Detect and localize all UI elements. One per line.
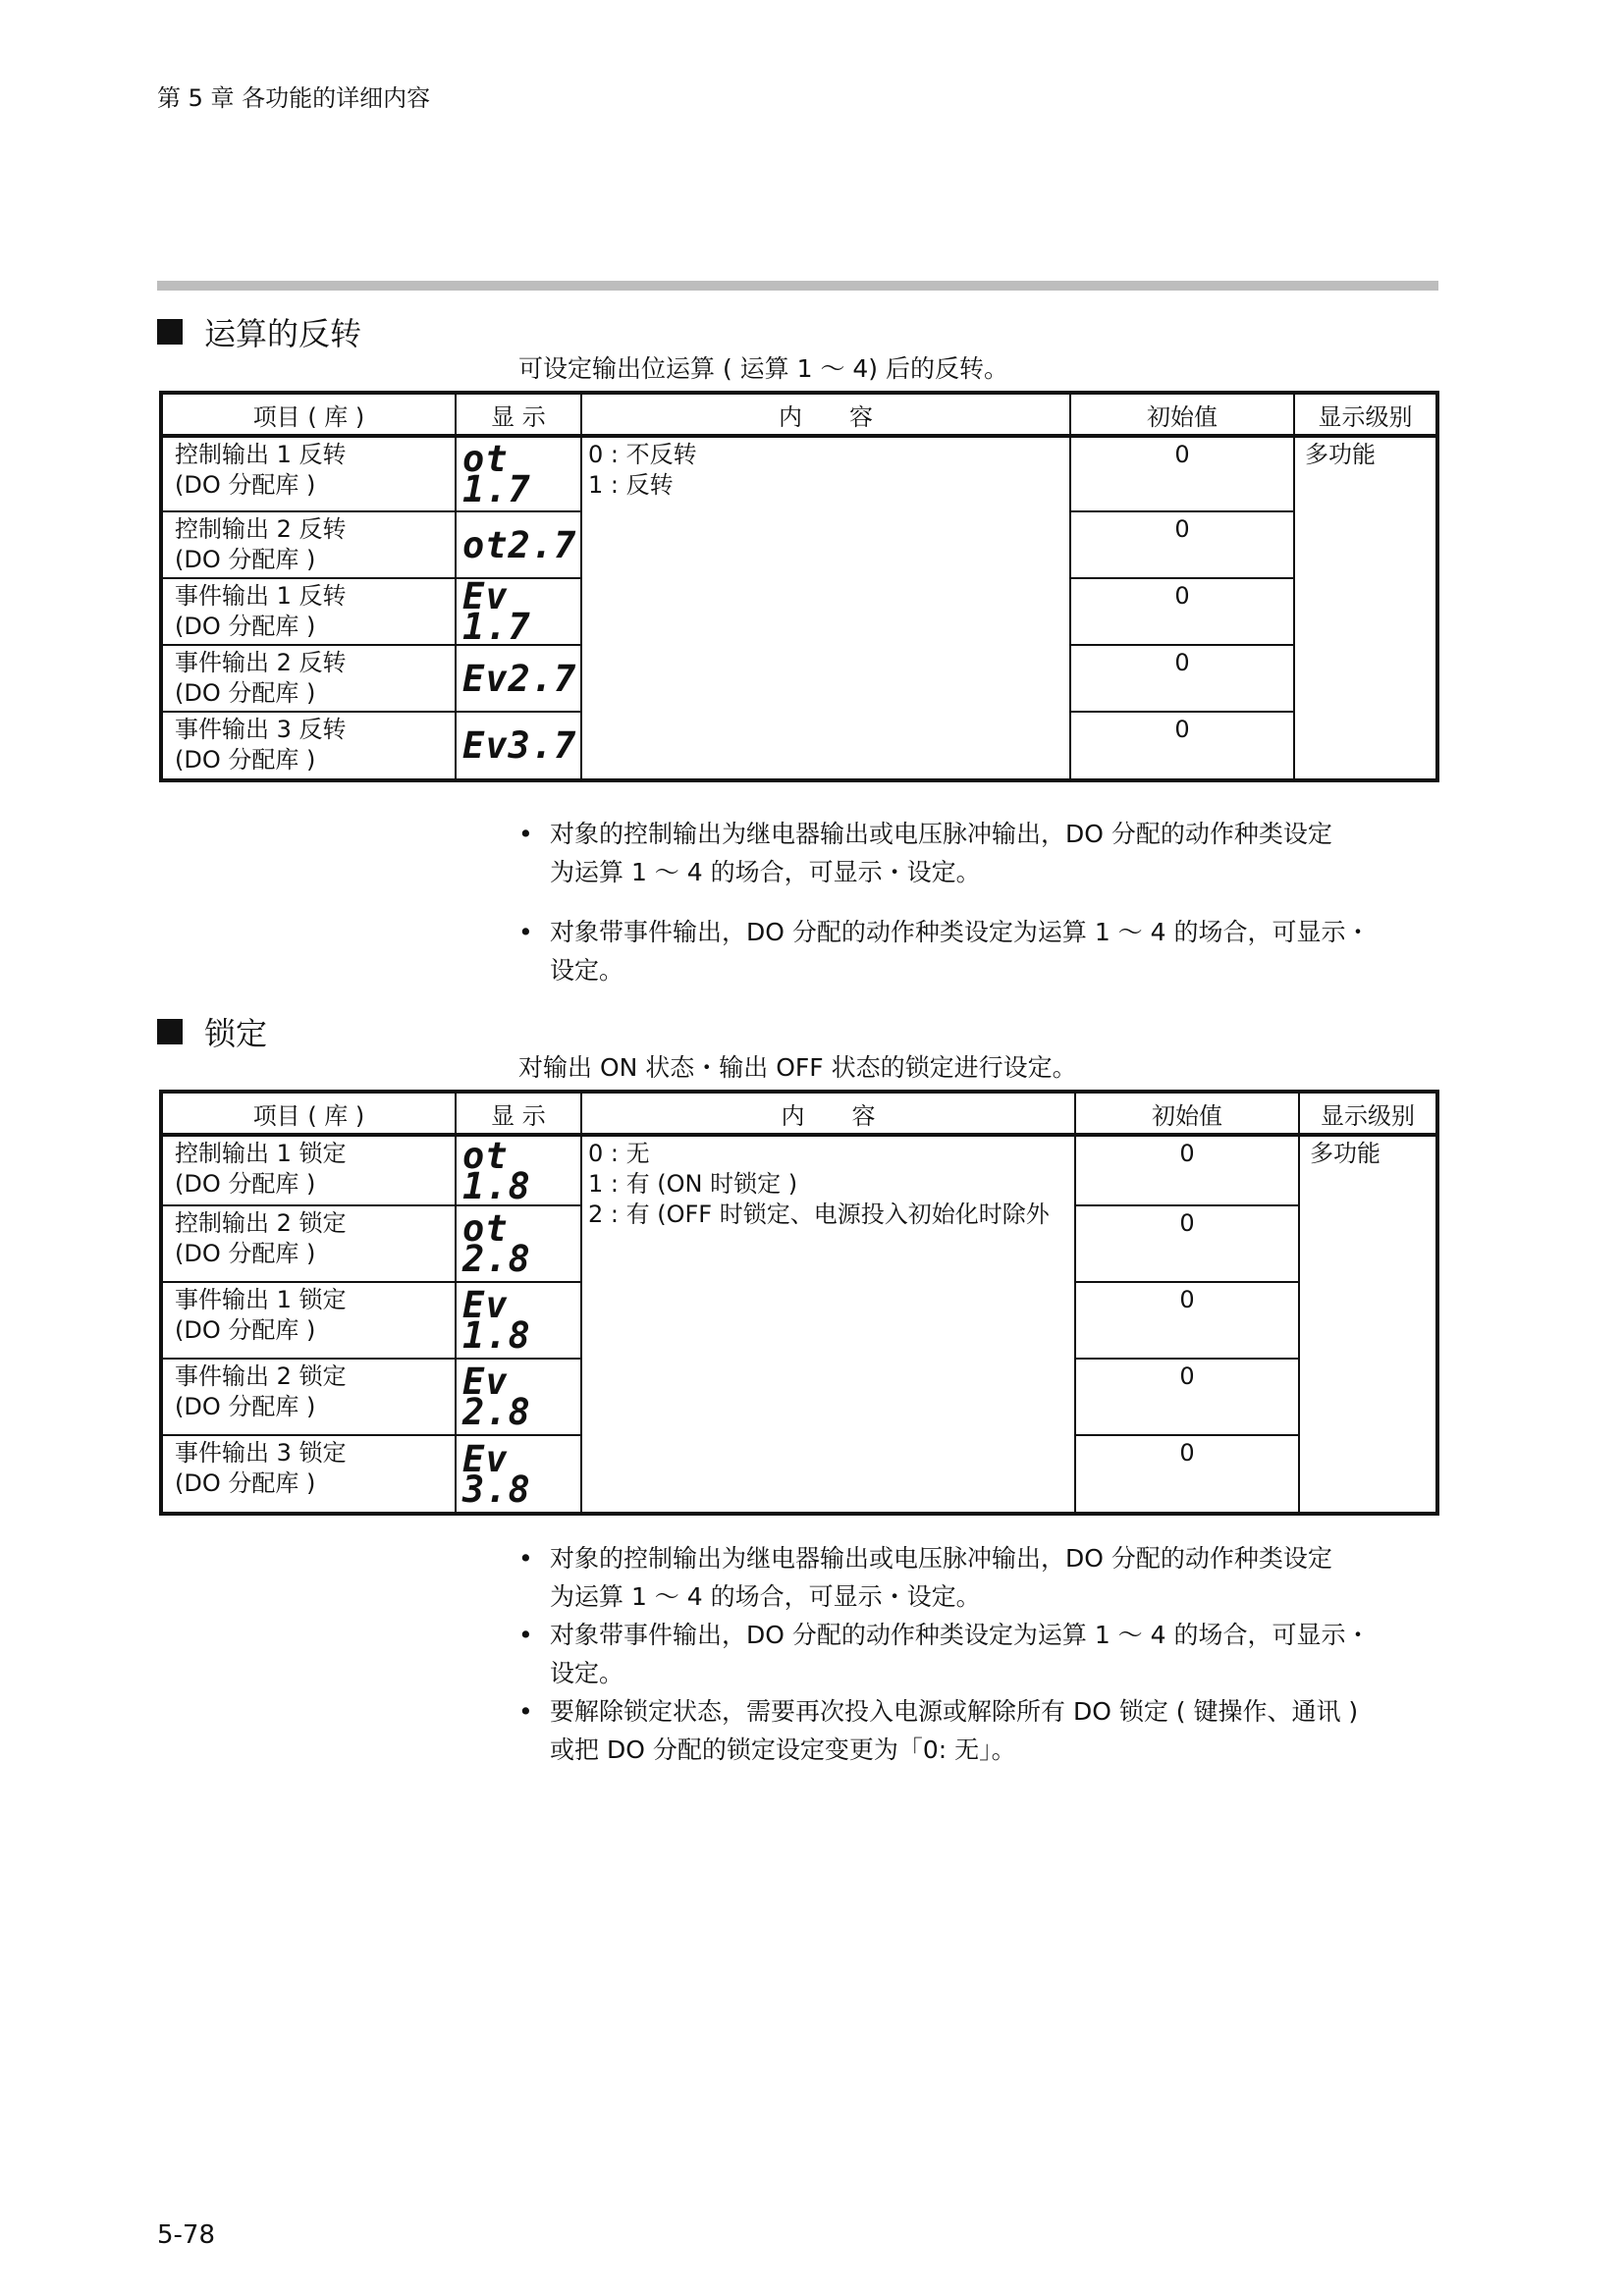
note-item [518,1692,1441,1769]
square-bullet-icon [157,319,183,345]
item-name-cell [161,1359,456,1435]
item-bank: (DO 分配库 ) [175,1393,316,1420]
segment-display: Ev 1.8 [462,1284,531,1357]
initial-value-cell: 0 [1075,1435,1299,1514]
segment-display: Ev 1.7 [462,575,531,648]
column-header: 显示级别 [1299,1092,1437,1135]
item-name-cell [161,1205,456,1282]
item-name-cell [161,578,456,645]
column-header: 显 示 [456,393,581,436]
item-name: 事件输出 3 锁定 [175,1439,347,1467]
item-name-cell [161,1282,456,1359]
segment-display: Ev2.7 [462,657,577,700]
display-cell [456,645,581,712]
segment-display: ot 1.8 [462,1134,531,1207]
content-line: 2 : 有 (OFF 时锁定、电源投入初始化时除外 [588,1201,1050,1228]
display-level-cell: 多功能 [1294,436,1437,780]
item-name: 事件输出 2 反转 [175,649,347,676]
item-name: 事件输出 2 锁定 [175,1362,347,1390]
section-title-inversion [157,309,361,354]
table-header-row [161,1092,1437,1135]
item-name-cell [161,712,456,780]
note-item [518,1616,1441,1692]
column-header: 初始值 [1070,393,1294,436]
item-name-cell [161,511,456,578]
segment-display: ot 1.7 [462,438,531,510]
initial-value-cell: 0 [1075,1205,1299,1282]
initial-value-cell: 0 [1070,511,1294,578]
item-bank: (DO 分配库 ) [175,679,316,707]
note-line: • 对象的控制输出为继电器输出或电压脉冲输出，DO 分配的动作种类设定 [550,820,1332,848]
page-number: 5-78 [157,2220,216,2250]
section-intro: 可设定输出位运算 ( 运算 1 ～ 4) 后的反转。 [518,354,1009,383]
table-row [161,1135,1437,1205]
display-cell [456,1435,581,1514]
note-line: 或把 DO 分配的锁定设定变更为「0: 无」。 [550,1735,1016,1764]
item-name: 控制输出 2 反转 [175,515,347,543]
display-cell [456,436,581,511]
content-cell [581,436,1070,780]
table-row [161,436,1437,511]
latch-table [159,1090,1439,1516]
initial-value-cell: 0 [1075,1359,1299,1435]
note-line: • 要解除锁定状态，需要再次投入电源或解除所有 DO 锁定 ( 键操作、通讯 ) [550,1697,1359,1726]
column-header: 显 示 [456,1092,581,1135]
section-title-text: 运算的反转 [204,315,362,352]
item-name-cell [161,1435,456,1514]
column-header: 项目 ( 库 ) [161,393,456,436]
item-name: 事件输出 3 反转 [175,716,347,743]
segment-display: ot 2.8 [462,1207,531,1280]
item-name: 控制输出 1 反转 [175,441,347,468]
latch-notes [518,1539,1441,1769]
item-bank: (DO 分配库 ) [175,471,316,499]
note-line: 设定。 [550,1659,624,1687]
item-bank: (DO 分配库 ) [175,1170,316,1198]
segment-display: Ev 2.8 [462,1361,531,1433]
note-line: • 对象带事件输出，DO 分配的动作种类设定为运算 1 ～ 4 的场合，可显示・ [550,1621,1371,1649]
segment-display: Ev3.7 [462,724,577,767]
segment-display: ot2.7 [462,523,577,566]
initial-value-cell: 0 [1075,1282,1299,1359]
note-item [518,815,1441,891]
display-cell [456,575,581,648]
inversion-notes [518,815,1441,989]
section-title-text: 锁定 [204,1015,268,1052]
content-line: 1 : 反转 [588,471,674,499]
note-line: 设定。 [550,956,624,985]
initial-value-cell: 0 [1070,436,1294,511]
chapter-header: 第 5 章 各功能的详细内容 [157,84,431,112]
table-header-row [161,393,1437,436]
display-cell [456,712,581,780]
square-bullet-icon [157,1019,183,1044]
initial-value-cell: 0 [1070,578,1294,645]
display-cell [456,1205,581,1282]
content-line: 0 : 无 [588,1140,650,1167]
content-cell [581,1135,1075,1514]
section-title-latch [157,1009,267,1054]
item-bank: (DO 分配库 ) [175,546,316,573]
inversion-table [159,391,1439,782]
segment-display: Ev 3.8 [462,1437,531,1511]
item-name-cell [161,645,456,712]
note-item [518,913,1441,989]
display-cell [456,1359,581,1435]
item-bank: (DO 分配库 ) [175,1316,316,1344]
item-name: 事件输出 1 锁定 [175,1286,347,1313]
column-header: 内 容 [581,393,1070,436]
item-bank: (DO 分配库 ) [175,746,316,774]
note-line: • 对象的控制输出为继电器输出或电压脉冲输出，DO 分配的动作种类设定 [550,1544,1332,1573]
content-line: 0 : 不反转 [588,441,697,468]
item-name: 控制输出 2 锁定 [175,1209,347,1237]
note-line: • 对象带事件输出，DO 分配的动作种类设定为运算 1 ～ 4 的场合，可显示・ [550,918,1371,946]
item-bank: (DO 分配库 ) [175,1240,316,1267]
content-line: 1 : 有 (ON 时锁定 ) [588,1170,798,1198]
item-name-cell [161,436,456,511]
display-cell [456,511,581,578]
note-line: 为运算 1 ～ 4 的场合，可显示・设定。 [550,858,981,886]
item-name: 事件输出 1 反转 [175,582,347,610]
note-line: 为运算 1 ～ 4 的场合，可显示・设定。 [550,1582,981,1611]
column-header: 显示级别 [1294,393,1437,436]
note-item [518,1539,1441,1616]
display-cell [456,1135,581,1205]
item-bank: (DO 分配库 ) [175,613,316,640]
column-header: 初始值 [1075,1092,1299,1135]
column-header: 内 容 [581,1092,1075,1135]
section-divider [157,281,1438,291]
initial-value-cell: 0 [1070,645,1294,712]
display-cell [456,1282,581,1359]
item-name: 控制输出 1 锁定 [175,1140,347,1167]
item-name-cell [161,1135,456,1205]
column-header: 项目 ( 库 ) [161,1092,456,1135]
display-level-cell: 多功能 [1299,1135,1437,1514]
initial-value-cell: 0 [1075,1135,1299,1205]
item-bank: (DO 分配库 ) [175,1469,316,1497]
section-intro: 对输出 ON 状态・输出 OFF 状态的锁定进行设定。 [518,1053,1077,1082]
initial-value-cell: 0 [1070,712,1294,780]
